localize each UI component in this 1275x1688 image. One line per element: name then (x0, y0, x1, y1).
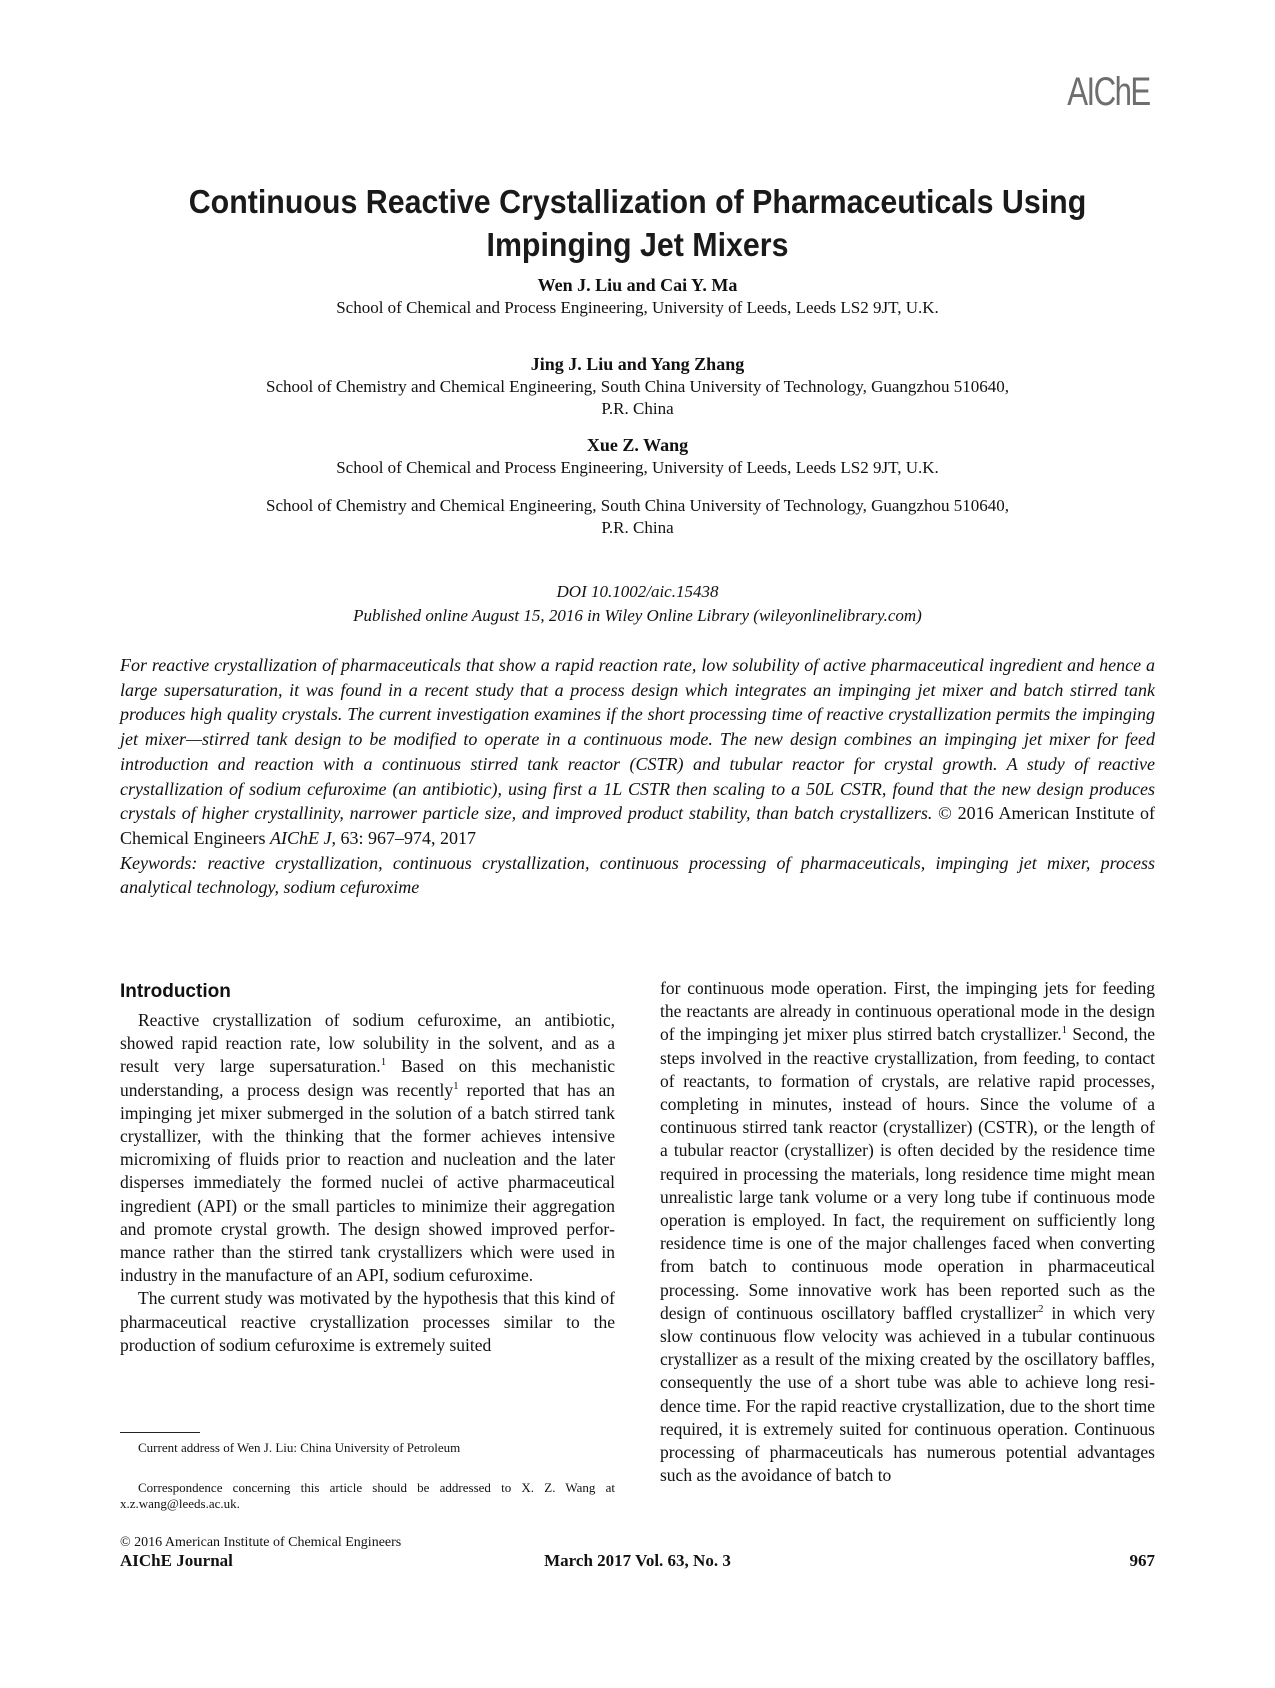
abstract-text: For reactive crystallization of pharmaceuticals that show a rapid reaction rate, low solubility of active pharmaceutical ingredient and hence a large supersaturation, it was found in a recent study that a process design which integrates an impinging jet mixer and batch stirred tank produces high quality crystals. The current investigation examines if the short processing time of reactive crystallization permits the impinging jet mixer—stirred tank design to be modified to operate in a continuous mode. The new design combines an impinging jet mixer for feed introduction and reaction with a continuous stirred tank reactor (CSTR) and tubular reactor for crystal growth. A study of reactive crystallization of sodium cefuroxime (an antibiotic), using first a 1L CSTR then scaling to a 50L CSTR, found that the new design produces crystals of higher crystallinity, narrower particle size, and improved product stability, than batch crystallizers. (120, 655, 1155, 824)
affiliation-line: P.R. China (601, 518, 674, 537)
reference-link[interactable]: 1 (1061, 1024, 1068, 1037)
extra-affiliation (150, 495, 1125, 539)
text-run: Based on this mechanistic understanding, a process design was recently (120, 1056, 615, 1100)
journal-abbrev: AIChE J (269, 827, 332, 848)
author-group-1 (150, 273, 1125, 319)
text-run: Reactive crystallization of sodium cefuroxime, an antibiotic, showed rapid reaction rate, low solubility in the solvent, and as a result very large supersaturation. (120, 1010, 615, 1077)
reference-link[interactable]: 1 (453, 1079, 459, 1092)
reference-link[interactable]: 2 (1037, 1303, 1044, 1316)
abstract (120, 653, 1155, 900)
published-online: Published online August 15, 2016 in Wiley Online Library (wileyonlinelibrary.com) (353, 606, 922, 625)
author-affiliation: P.R. China (601, 399, 674, 418)
text-run: Second, the steps involved in the reactive crystallization, from feeding, to contact of reactants, to formation of crystals, are relative rapid processes, completing in minutes, instead of hours. Since the volume of a continuous stirred tank reactor (crystallizer) (CSTR), or the length of a tubular reactor (crystallizer) is often decided by the residence time required in processing the materials, long residence time might mean unrealistic large tank volume or a very long tube if continuous mode operation is employed. In fact, the requirement on sufficiently long residence time is one of the major challenges faced when converting from batch to continuous mode operation in pharmaceutical processing. Some innovative work has been reported such as the design of continuous oscillatory baffled crystallizer (660, 1024, 1155, 1323)
author-affiliation: School of Chemical and Process Engineering, University of Leeds, Leeds LS2 9JT, U.K. (336, 458, 939, 477)
footnote-rule (120, 1432, 200, 1433)
author-affiliation: School of Chemical and Process Engineering, University of Leeds, Leeds LS2 9JT, U.K. (336, 298, 939, 317)
text-run: for continuous mode operation. First, the impinging jets for feeding the reactants are already in continuous operational mode in the design of the impinging jet mixer plus stirred batch crystallizer. (660, 978, 1155, 1045)
author-names: Wen J. Liu and Cai Y. Ma (537, 275, 738, 295)
author-affiliation: School of Chemistry and Chemical Engineering, South China University of Technology, Guangzhou 510640, (266, 377, 1009, 396)
text-run: reported that has an impinging jet mixer submerged in the solution of a batch stirred tank crystallizer, with the thinking that the former achieves intensive micromixing of fluids prior to reaction and nucleation and the later disperses immediately the formed nuclei of active pharmaceutical ingredient (API) or the small particles to minimize their aggregation and promote crystal growth. The design showed improved performance rather than the stirred tank crystallizers which were used in industry in the manufacture of an API, sodium cefuroxime. (120, 1079, 616, 1286)
left-column (120, 1009, 615, 1357)
section-heading-introduction: Introduction (120, 981, 231, 1002)
footer-issue: March 2017 Vol. 63, No. 3 (544, 1551, 731, 1570)
footer-page-number: 967 (1129, 1551, 1155, 1570)
affiliation-line: School of Chemistry and Chemical Engineering, South China University of Technology, Guangzhou 510640, (266, 496, 1009, 515)
abstract-copyright: © 2016 American Institute of Chemical Engineers (120, 803, 1156, 848)
text-run: in which very slow continuous flow velocity was achieved in a tubular continuous crystallizer as a result of the mixing created by the oscillatory baffles, consequently the use of a short tube was able to achieve long residence time. For the rapid reactive crystallization, due to the short time required, it is extremely suited for continuous operation. Continuous processing of pharmaceuticals has numerous potential advantages such as the avoidance of batch to (660, 1302, 1155, 1486)
author-names: Jing J. Liu and Yang Zhang (530, 354, 745, 374)
footnote-text: © 2016 American Institute of Chemical Engineers (120, 1535, 402, 1550)
footnote-text: Current address of Wen J. Liu: China University of Petroleum (138, 1440, 461, 1455)
footnote-correspondence (120, 1480, 615, 1512)
article-title: Continuous Reactive Crystallization of Pharmaceuticals Using Impinging Jet Mixers (188, 183, 1087, 263)
author-group-2 (150, 352, 1125, 420)
reference-link[interactable]: 1 (380, 1056, 387, 1069)
author-names: Xue Z. Wang (586, 435, 689, 455)
footnote-address (120, 1440, 615, 1456)
author-group-3 (150, 433, 1125, 479)
paragraph (120, 1009, 615, 1287)
paragraph (660, 977, 1155, 1487)
journal-logo: AIChE (1067, 70, 1150, 114)
footnote-text: Correspondence concerning this article should be addressed to X. Z. Wang at x.z.wang@leeds.ac.uk. (120, 1480, 615, 1511)
keywords: Keywords: reactive crystallization, continuous crystallization, continuous processing of pharmaceuticals, impinging jet mixer, process analytical technology, sodium cefuroxime (120, 852, 1155, 898)
citation: , 63: 967–974, 2017 (331, 827, 476, 848)
paragraph: The current study was motivated by the hypothesis that this kind of pharmaceutical reactive crystallization processes similar to the production of sodium cefuroxime is extremely suited (120, 1288, 615, 1355)
right-column (660, 977, 1155, 1487)
doi: DOI 10.1002/aic.15438 (556, 582, 719, 601)
footer-journal: AIChE Journal (120, 1551, 233, 1570)
